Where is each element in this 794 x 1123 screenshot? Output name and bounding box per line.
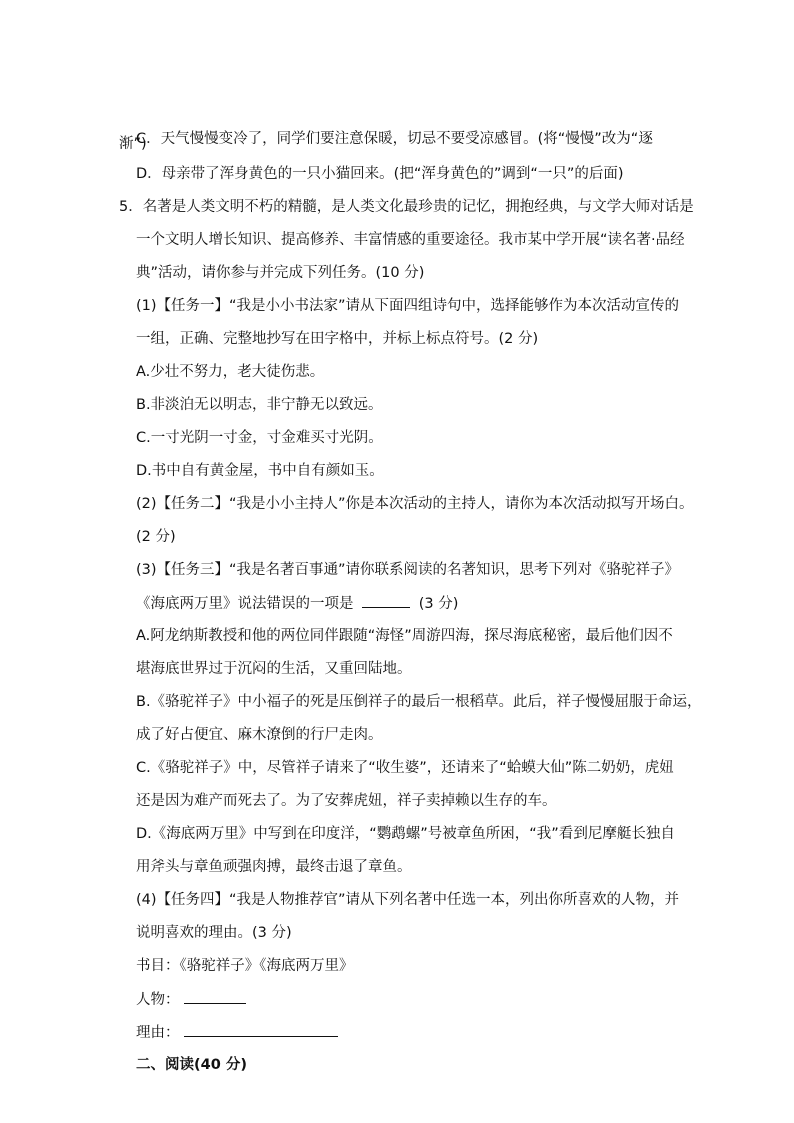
task-2-line-2: (2 分) bbox=[136, 529, 176, 545]
section-2-heading: 二、阅读(40 分) bbox=[136, 1057, 247, 1073]
task-1-line-2: 一组，正确、完整地抄写在田字格中，并标上标点符号。(2 分) bbox=[136, 331, 539, 347]
reason-line bbox=[136, 1022, 338, 1043]
reason-label: 理由： bbox=[136, 1025, 180, 1041]
task-1-option-a: A.少壮不努力，老大徒伤悲。 bbox=[136, 364, 325, 380]
task-3-line-2 bbox=[136, 593, 458, 614]
reason-answer-blank[interactable] bbox=[184, 1022, 338, 1037]
task-1-option-b: B.非淡泊无以明志，非宁静无以致远。 bbox=[136, 397, 383, 413]
task-3-prompt: 《海底两万里》说法错误的一项是 bbox=[136, 596, 354, 612]
task-3-answer-blank[interactable] bbox=[362, 593, 410, 608]
question-5-line-3: 典”活动，请你参与并完成下列任务。(10 分) bbox=[136, 265, 425, 281]
person-answer-blank[interactable] bbox=[184, 989, 246, 1004]
task-3-option-c-line-1: C.《骆驼祥子》中，尽管祥子请来了“收生婆”，还请来了“蛤蟆大仙”陈二奶奶，虎妞 bbox=[136, 760, 674, 776]
person-line bbox=[136, 989, 246, 1010]
task-4-line-1: (4)【任务四】“我是人物推荐官”请从下列名著中任选一本，列出你所喜欢的人物，并 bbox=[136, 892, 680, 908]
task-3-line-1: (3)【任务三】“我是名著百事通”请你联系阅读的名著知识，思考下列对《骆驼祥子》 bbox=[136, 562, 680, 578]
task-3-option-a-line-1: A.阿龙纳斯教授和他的两位同伴跟随“海怪”周游四海，探尽海底秘密，最后他们因不 bbox=[136, 628, 673, 644]
question-5-line-2: 一个文明人增长知识、提高修养、丰富情感的重要途径。我市某中学开展“读名著·品经 bbox=[136, 232, 685, 248]
question-5-line-1: 5．名著是人类文明不朽的精髓，是人类文化最珍贵的记忆，拥抱经典，与文学大师对话是 bbox=[119, 199, 694, 215]
task-2-line-1: (2)【任务二】“我是小小主持人”你是本次活动的主持人，请你为本次活动拟写开场白。 bbox=[136, 496, 694, 512]
task-3-option-a-line-2: 堪海底世界过于沉闷的生活，又重回陆地。 bbox=[136, 661, 412, 677]
option-c-line-1: C．天气慢慢变冷了，同学们要注意保暖，切忌不要受凉感冒。(将“慢慢”改为“逐 bbox=[136, 131, 653, 147]
task-3-option-b-line-2: 成了好占便宜、麻木潦倒的行尸走肉。 bbox=[136, 727, 383, 743]
task-1-line-1: (1)【任务一】“我是小小书法家”请从下面四组诗句中，选择能够作为本次活动宣传的 bbox=[136, 298, 680, 314]
task-3-points: (3 分) bbox=[418, 596, 459, 612]
option-d-line: D．母亲带了浑身黄色的一只小猫回来。(把“浑身黄色的”调到“一只”的后面) bbox=[136, 166, 624, 182]
book-list: 书目：《骆驼祥子》《海底两万里》 bbox=[136, 958, 354, 974]
task-3-option-d-line-1: D.《海底两万里》中写到在印度洋，“鹦鹉螺”号被章鱼所困，“我”看到尼摩艇长独自 bbox=[136, 826, 675, 842]
task-3-option-d-line-2: 用斧头与章鱼顽强肉搏，最终击退了章鱼。 bbox=[136, 859, 412, 875]
task-4-line-2: 说明喜欢的理由。(3 分) bbox=[136, 925, 292, 941]
option-c-line-2: 渐”) bbox=[119, 136, 147, 152]
task-1-option-c: C.一寸光阴一寸金，寸金难买寸光阴。 bbox=[136, 430, 383, 446]
task-3-option-b-line-1: B.《骆驼祥子》中小福子的死是压倒祥子的最后一根稻草。此后，祥子慢慢屈服于命运， bbox=[136, 694, 702, 710]
task-3-option-c-line-2: 还是因为难产而死去了。为了安葬虎妞，祥子卖掉赖以生存的车。 bbox=[136, 793, 557, 809]
task-1-option-d: D.书中自有黄金屋，书中自有颜如玉。 bbox=[136, 463, 384, 479]
person-label: 人物： bbox=[136, 992, 180, 1008]
